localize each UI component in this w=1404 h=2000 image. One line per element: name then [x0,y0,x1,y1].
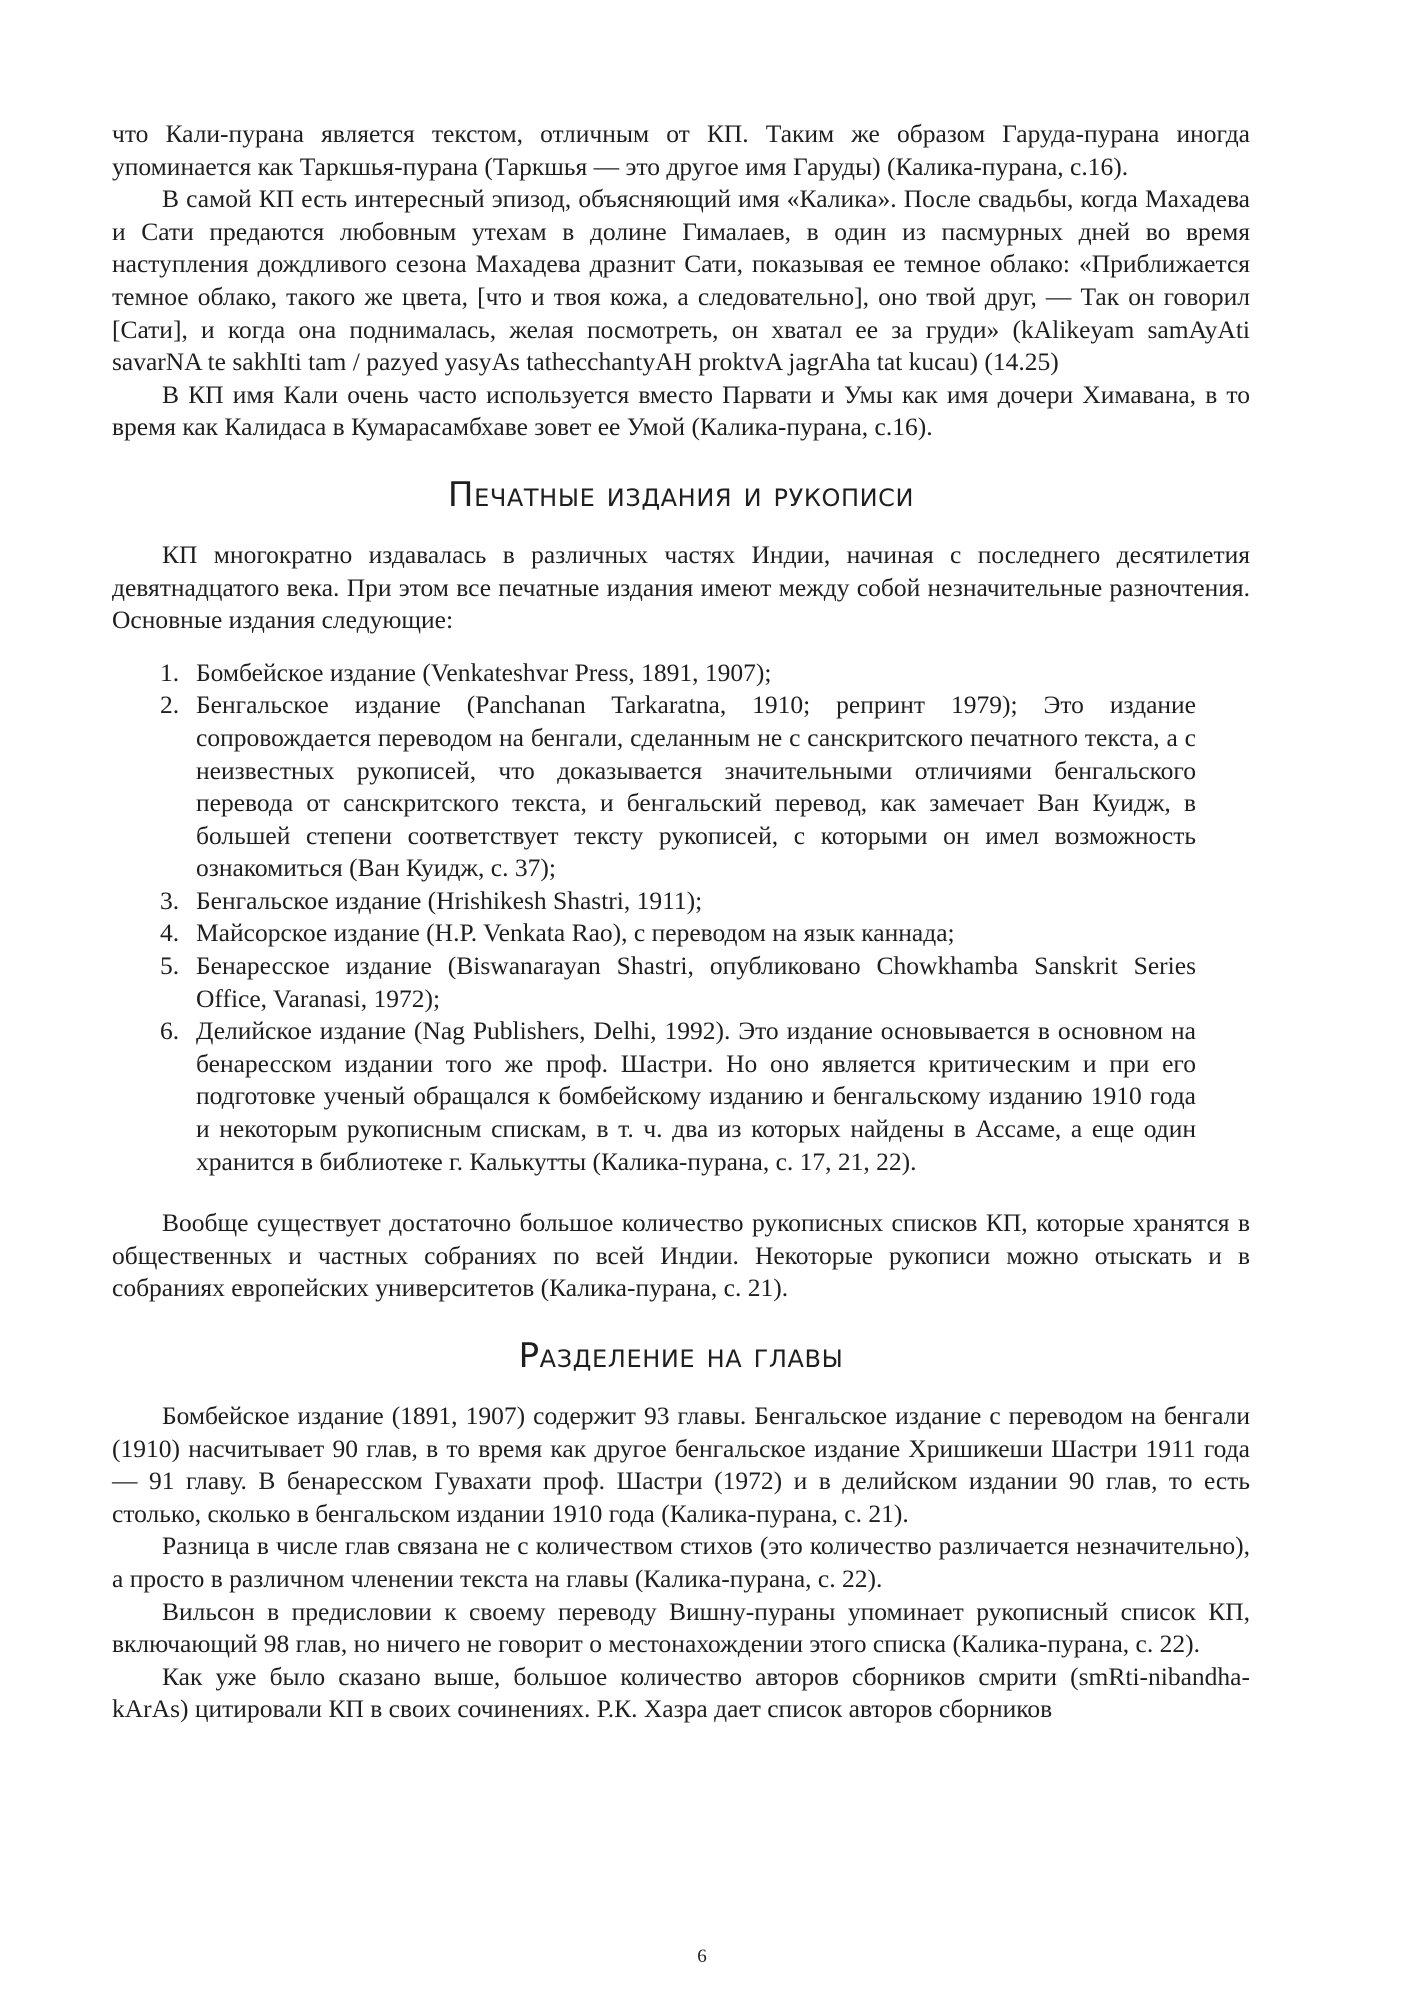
list-item [160,950,1196,1015]
paragraph: КП многократно издавалась в различных частях Индии, начиная с последнего десятилетия девятнадцатого века. При этом все печатные издания имеют между собой незначительные разночтения. Основные издания следующие: [112,539,1250,635]
page-number: 6 [697,1946,707,1967]
list-item-text: Бенаресское издание (Biswanarayan Shastri, опубликовано Chowkhamba Sanskrit Series Office, Varanasi, 1972); [196,951,1196,1013]
paragraph: В КП имя Кали очень часто используется вместо Парвати и Умы как имя дочери Химавана, в то время как Калидаса в Кумарасамбхаве зовет ее Умой (Калика-пурана, с.16). [112,379,1250,442]
list-item [160,657,1196,690]
list-number: 3. [160,885,180,915]
list-item [160,917,1196,950]
paragraph: Вильсон в предисловии к своему переводу Вишну-пураны упоминает рукописный список КП, включающий 98 глав, но ничего не говорит о местонахождении этого списка (Калика-пурана, с. 22). [112,1596,1250,1659]
list-number: 1. [160,657,180,687]
paragraph: Разница в числе глав связана не с количеством стихов (это количество различается незначительно), а просто в различном членении текста на главы (Калика-пурана, с. 22). [112,1531,1250,1593]
list-item-text: Бенгальское издание (Hrishikesh Shastri, 1911); [196,885,703,915]
list-number: 4. [160,918,180,948]
list-item-text: Майсорское издание (H.P. Venkata Rao), с переводом на язык каннада; [196,918,955,948]
section-heading-editions: Печатные издания и рукописи [447,474,915,515]
paragraph: В самой КП есть интересный эпизод, объясняющий имя «Калика». После свадьбы, когда Махадева и Сати предаются любовным утехам в долине Гималаев, в один из пасмурных дней во время наступления дождливого сезона Махадева дразнит Сати, показывая ее темное облако: «Приближается темное облако, такого же цвета, [что и твоя кожа, а следовательно], оно твой друг, — Так он говорил [Сати], и когда она поднималась, желая посмотреть, он хватал ее за груди» (kAlikeyam samAyAti savarNA te sakhIti tam / pazyed yasyAs tathecchantyAH proktvA jagrAha tat kucau) (14.25) [112,184,1250,377]
list-item [160,885,1196,918]
list-number: 2. [160,690,180,720]
list-item-text: Бомбейское издание (Venkateshvar Press, 1891, 1907); [196,657,772,687]
editions-list [112,657,1250,1179]
list-item-text: Бенгальское издание (Panchanan Tarkaratna, 1910; репринт 1979); Это издание сопровождается переводом на бенгали, сделанным не с санскритского печатного текста, а с неизвестных рукописей, что доказывается значительными отличиями бенгальского перевода от санскритского текста, и бенгальский перевод, как замечает Ван Куидж, в большей степени соответствует тексту рукописей, с которыми он имел возможность ознакомиться (Ван Куидж, с. 37); [196,690,1196,883]
list-number: 5. [160,951,180,981]
paragraph: что Кали-пурана является текстом, отличным от КП. Таким же образом Гаруда-пурана иногда упоминается как Таркшья-пурана (Таркшья — это другое имя Гаруды) (Калика-пурана, с.16). [112,119,1250,181]
list-item [160,689,1196,885]
section-heading-chapters: Разделение на главы [518,1336,844,1376]
list-number: 6. [160,1016,180,1046]
list-item-text: Делийское издание (Nag Publishers, Delhi, 1992). Это издание основывается в основном на бенаресском издании того же проф. Шастри. Но оно является критическим и при его подготовке ученый обращался к бомбейскому изданию и бенгальскому изданию 1910 года и некоторым рукописным спискам, в т. ч. два из которых найдены в Ассаме, а еще один хранится в библиотеке г. Калькутты (Калика-пурана, с. 17, 21, 22). [196,1016,1196,1176]
body-text [112,118,1250,1726]
paragraph: Вообще существует достаточно большое количество рукописных списков КП, которые хранятся в общественных и частных собраниях по всей Индии. Некоторые рукописи можно отыскать и в собраниях европейских университетов (Калика-пурана, с. 21). [112,1208,1250,1303]
paragraph: Как уже было сказано выше, большое количество авторов сборников смрити (smRti-nibandha-kArAs) цитировали КП в своих сочинениях. Р.К. Хазра дает список авторов сборников [112,1661,1250,1724]
paragraph: Бомбейское издание (1891, 1907) содержит 93 главы. Бенгальское издание с переводом на бенгали (1910) насчитывает 90 глав, в то время как другое бенгальское издание Хришикеши Шастри 1911 года — 91 главу. В бенаресском Гувахати проф. Шастри (1972) и в делийском издании 90 глав, то есть столько, сколько в бенгальском издании 1910 года (Калика-пурана, с. 21). [112,1401,1250,1528]
list-item [160,1015,1196,1178]
